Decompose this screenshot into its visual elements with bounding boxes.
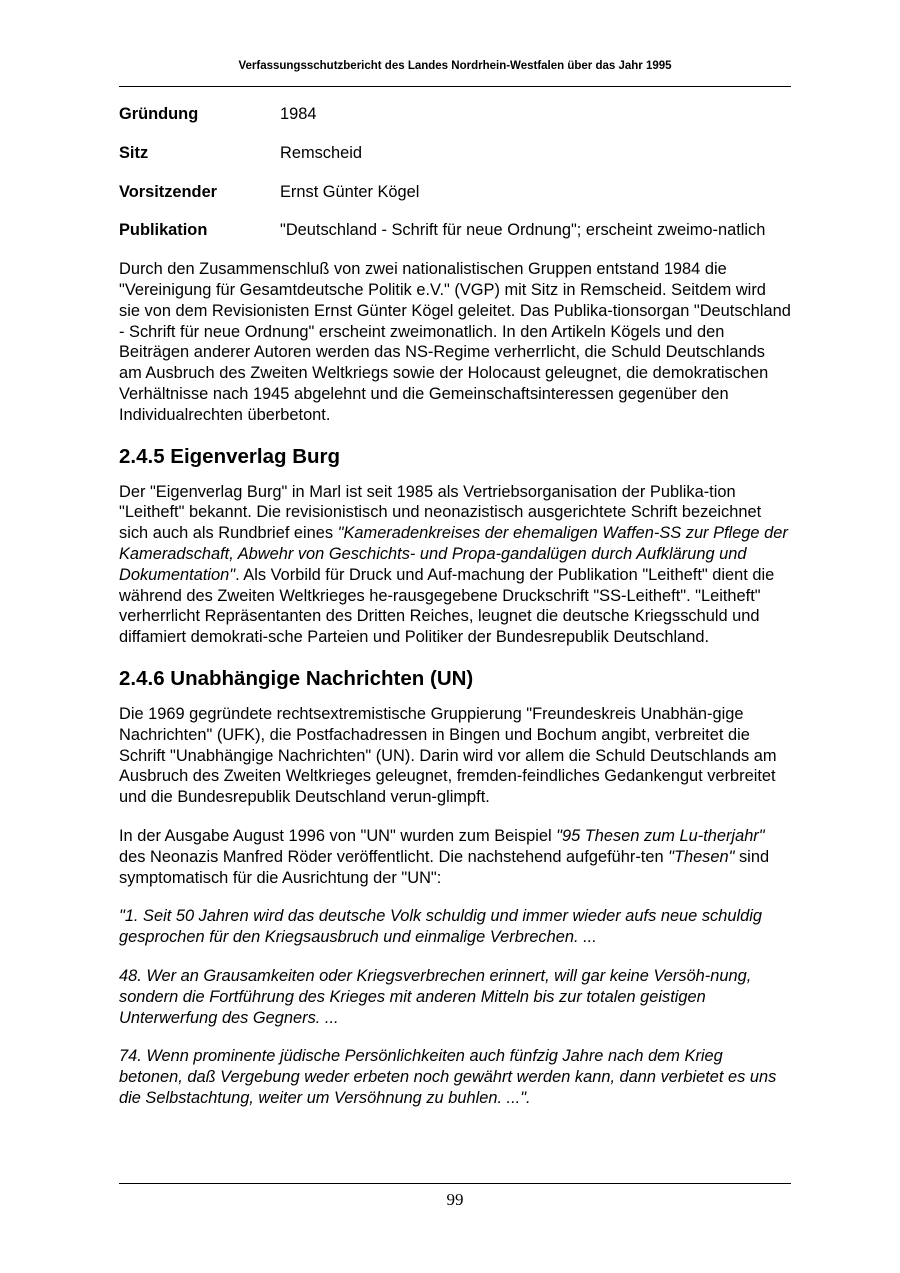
meta-label: Vorsitzender <box>119 182 218 201</box>
header-rule <box>119 86 791 87</box>
section-heading-un: 2.4.6 Unabhängige Nachrichten (UN) <box>119 666 474 690</box>
meta-value: "Deutschland - Schrift für neue Ordnung"; erscheint zweimo-natlich <box>280 221 766 240</box>
meta-row-founding <box>119 104 791 125</box>
un-p2-theses-title: "95 Thesen zum Lu-therjahr" <box>556 826 765 845</box>
un-p2-text: des Neonazis Manfred Röder veröffentlicht. Die nachstehend aufgeführ-ten <box>119 847 669 866</box>
burg-text-before: Der "Eigenverlag Burg" in Marl ist seit 1985 als Vertriebsorganisation der Publika-tion "Leitheft" bekannt. Die revisionistisch und neonazistisch ausgerichtete Schrift bezeichnet sich auch als Rundbrief eines <box>119 482 762 543</box>
burg-text-after: . Als Vorbild für Druck und Auf-machung der Publikation "Leitheft" dient die während des Zweiten Weltkrieges he-rausgegebene Druckschrift "SS-Leitheft". "Leitheft" verherrlicht Repräsentanten des Dritten Reiches, leugnet die deutsche Kriegsschuld und diffamiert demokrati-sche Parteien und Politiker der Bundesrepublik Deutschland. <box>119 565 775 647</box>
section-heading-burg: 2.4.5 Eigenverlag Burg <box>119 444 341 468</box>
meta-value: Remscheid <box>280 143 362 162</box>
un-p2-text: In der Ausgabe August 1996 von "UN" wurden zum Beispiel <box>119 826 557 845</box>
running-header: Verfassungsschutzbericht des Landes Nordrhein-Westfalen über das Jahr 1995 <box>238 60 672 72</box>
meta-value: Ernst Günter Kögel <box>280 182 420 201</box>
meta-label: Publikation <box>119 221 208 240</box>
vgp-paragraph: Durch den Zusammenschluß von zwei nationalistischen Gruppen entstand 1984 die "Vereinigung für Gesamtdeutsche Politik e.V." (VGP) mit Sitz in Remscheid. Seitdem wird sie von dem Revisionisten Ernst Günter Kögel geleitet. Das Publika-tionsorgan "Deutschland - Schrift für neue Ordnung" erscheint zweimonatlich. In den Artikeln Kögels und den Beiträgen anderer Autoren werden das NS-Regime verherrlicht, die Schuld Deutschlands am Ausbruch des Zweiten Weltkriegs sowie der Holocaust geleugnet, die demokratischen Verhältnisse nach 1945 abgelehnt und die Gemeinschaftsinteressen gegenüber den Individualrechten überbetont. <box>119 260 791 424</box>
page-body <box>119 104 791 1127</box>
un-p2-theses-word: "Thesen" <box>668 847 735 866</box>
page-number: 99 <box>446 1190 464 1209</box>
un-p2-text: sind symptomatisch für die Ausrichtung der "UN": <box>119 847 770 887</box>
meta-row-chairman <box>119 182 791 203</box>
meta-label: Sitz <box>119 143 149 162</box>
meta-row-publication <box>119 220 791 241</box>
burg-quoted-self-description: "Kameradenkreises der ehemaligen Waffen-SS zur Pflege der Kameradschaft, Abwehr von Geschichts- und Propa-gandalügen durch Aufklärung und Dokumentation" <box>119 524 788 584</box>
quote-thesis-74: 74. Wenn prominente jüdische Persönlichkeiten auch fünfzig Jahre nach dem Krieg betonen, daß Vergebung weder erbeten noch gewährt werden kann, dann verbietet es uns die Selbstachtung, weiter um Versöhnung zu buhlen. ...". <box>119 1047 777 1107</box>
footer-rule <box>119 1183 791 1184</box>
quote-thesis-1: "1. Seit 50 Jahren wird das deutsche Volk schuldig und immer wieder aufs neue schuldig gesprochen für den Kriegsausbruch und einmalige Verbrechen. ... <box>119 907 762 947</box>
meta-row-seat <box>119 143 791 164</box>
quote-thesis-48: 48. Wer an Grausamkeiten oder Kriegsverbrechen erinnert, will gar keine Versöh-nung, sondern die Fortführung des Krieges mit anderen Mitteln bis zur totalen geistigen Unterwerfung des Gegners. ... <box>119 966 752 1027</box>
un-paragraph-1: Die 1969 gegründete rechtsextremistische Gruppierung "Freundeskreis Unabhän-gige Nachrichten" (UFK), die Postfachadressen in Bingen und Bochum angibt, verbreitet die Schrift "Unabhängige Nachrichten" (UN). Darin wird vor allem die Schuld Deutschlands am Ausbruch des Zweiten Weltkrieges geleugnet, fremden-feindliches Gedankengut verbreitet und die Bundesrepublik Deutschland verun-glimpft. <box>119 704 777 807</box>
meta-label: Gründung <box>119 105 199 123</box>
un-paragraph-2 <box>119 826 791 888</box>
burg-paragraph <box>119 482 791 648</box>
meta-value: 1984 <box>280 105 317 123</box>
